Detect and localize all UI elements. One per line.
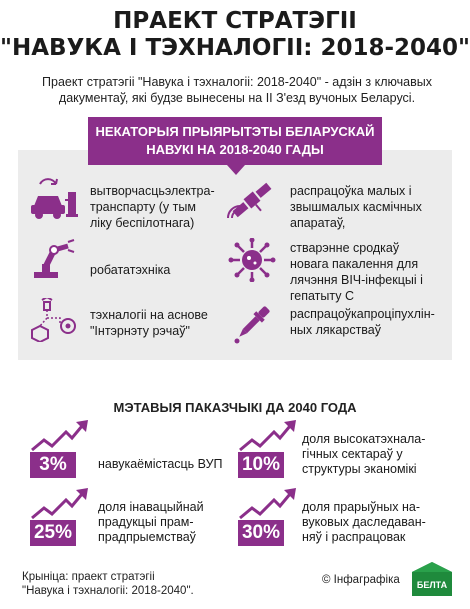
credit-text: © Інфаграфіка bbox=[322, 574, 400, 586]
metric-2-value: 10% bbox=[238, 452, 284, 478]
priority-item-1 bbox=[90, 183, 215, 231]
robot-arm-icon bbox=[28, 236, 80, 280]
priority-4-line-1: стварэнне сродкаў bbox=[290, 241, 400, 255]
priorities-banner-line-1: НЕКАТОРЫЯ ПРЫЯРЫТЭТЫ БЕЛАРУСКАЙ bbox=[95, 124, 375, 139]
metric-2-line-1: доля высокатэхнала- bbox=[302, 432, 426, 446]
priority-1-line-2: транспарту (у тым bbox=[90, 200, 196, 214]
priority-item-6 bbox=[290, 306, 435, 338]
title-line-2: "НАВУКА І ТЭХНАЛОГІІ: 2018-2040" bbox=[0, 35, 470, 61]
metrics-title: МЭТАВЫЯ ПАКАЗЧЫКІ ДА 2040 ГОДА bbox=[113, 400, 357, 415]
metric-1-graphic bbox=[30, 418, 92, 478]
metric-3-line-2: прадукцыі прам- bbox=[98, 515, 194, 529]
source-line-2: "Навука і тэхналогіі: 2018-2040". bbox=[22, 585, 194, 597]
priority-5-line-2: "Інтэрнэту рэчаў" bbox=[90, 324, 190, 338]
page-title bbox=[0, 8, 470, 62]
priority-2-line-1: распрацоўка малых і bbox=[290, 184, 412, 198]
priority-4-line-3: лячэння ВІЧ-інфекцыі і bbox=[290, 273, 423, 287]
metric-3-value: 25% bbox=[30, 520, 76, 546]
metric-2-label bbox=[302, 432, 425, 477]
source-line-1: Крыніца: праект стратэгіі bbox=[22, 571, 155, 583]
metric-3-label bbox=[98, 500, 204, 545]
priority-1-line-3: ліку беспілотнага) bbox=[90, 216, 195, 230]
metric-4-graphic bbox=[238, 486, 300, 546]
metric-1-label bbox=[98, 457, 223, 472]
priority-item-2 bbox=[290, 183, 422, 231]
title-line-1: ПРАЕКТ СТРАТЭГІІ bbox=[113, 8, 357, 34]
metric-2-line-2: гічных сектараў у bbox=[302, 447, 403, 461]
priority-6-line-2: ных лякарстваў bbox=[290, 323, 381, 337]
metric-4-line-1: доля прарыўных на- bbox=[302, 500, 420, 514]
metric-3-line-1: доля інавацыйнай bbox=[98, 500, 204, 514]
priorities-banner-line-2: НАВУКІ НА 2018-2040 ГАДЫ bbox=[146, 142, 324, 157]
metric-4-line-3: няў і распрацовак bbox=[302, 530, 406, 544]
metric-3-line-3: прадпрыемстваў bbox=[98, 530, 196, 544]
priority-4-line-4: гепатыту С bbox=[290, 289, 355, 303]
metric-4-label bbox=[302, 500, 426, 545]
metric-1-value: 3% bbox=[30, 452, 76, 478]
priority-4-line-2: новага пакалення для bbox=[290, 257, 419, 271]
intro-text: Праект стратэгіі "Навука і тэхналогіі: 2018-2040" - адзін з ключавых дакументаў, які будзе вынесены на ІІ З'езд вучоных Беларусі. bbox=[42, 75, 432, 105]
satellite-icon bbox=[226, 178, 278, 222]
priority-item-5 bbox=[90, 307, 208, 339]
priority-item-4 bbox=[290, 240, 423, 304]
source-note bbox=[22, 570, 194, 598]
electric-car-icon bbox=[28, 178, 80, 222]
priority-item-3 bbox=[90, 262, 170, 278]
metric-3-graphic bbox=[30, 486, 92, 546]
svg-text:БЕЛТА: БЕЛТА bbox=[416, 580, 448, 590]
priority-5-line-1: тэхналогіі на аснове bbox=[90, 308, 208, 322]
metric-2-line-3: структуры эканомікі bbox=[302, 462, 417, 476]
priority-3-line-1: робататэхніка bbox=[90, 263, 171, 277]
priority-6-line-1: распрацоўкапроціпухлін- bbox=[290, 307, 435, 321]
belta-logo bbox=[410, 560, 454, 598]
priority-2-line-3: апаратаў, bbox=[290, 216, 346, 230]
priorities-banner bbox=[88, 117, 382, 165]
priority-2-line-2: звышмалых касмічных bbox=[290, 200, 422, 214]
virus-icon bbox=[226, 238, 278, 282]
iot-network-icon bbox=[28, 298, 80, 342]
priority-1-line-1: вытворчасцьэлектра- bbox=[90, 184, 215, 198]
pipette-icon bbox=[226, 302, 278, 346]
metric-4-value: 30% bbox=[238, 520, 284, 546]
metric-4-line-2: вуковых даследаван- bbox=[302, 515, 426, 529]
metric-1-line-1: навукаёмістасць ВУП bbox=[98, 457, 223, 471]
metric-2-graphic bbox=[238, 418, 300, 478]
